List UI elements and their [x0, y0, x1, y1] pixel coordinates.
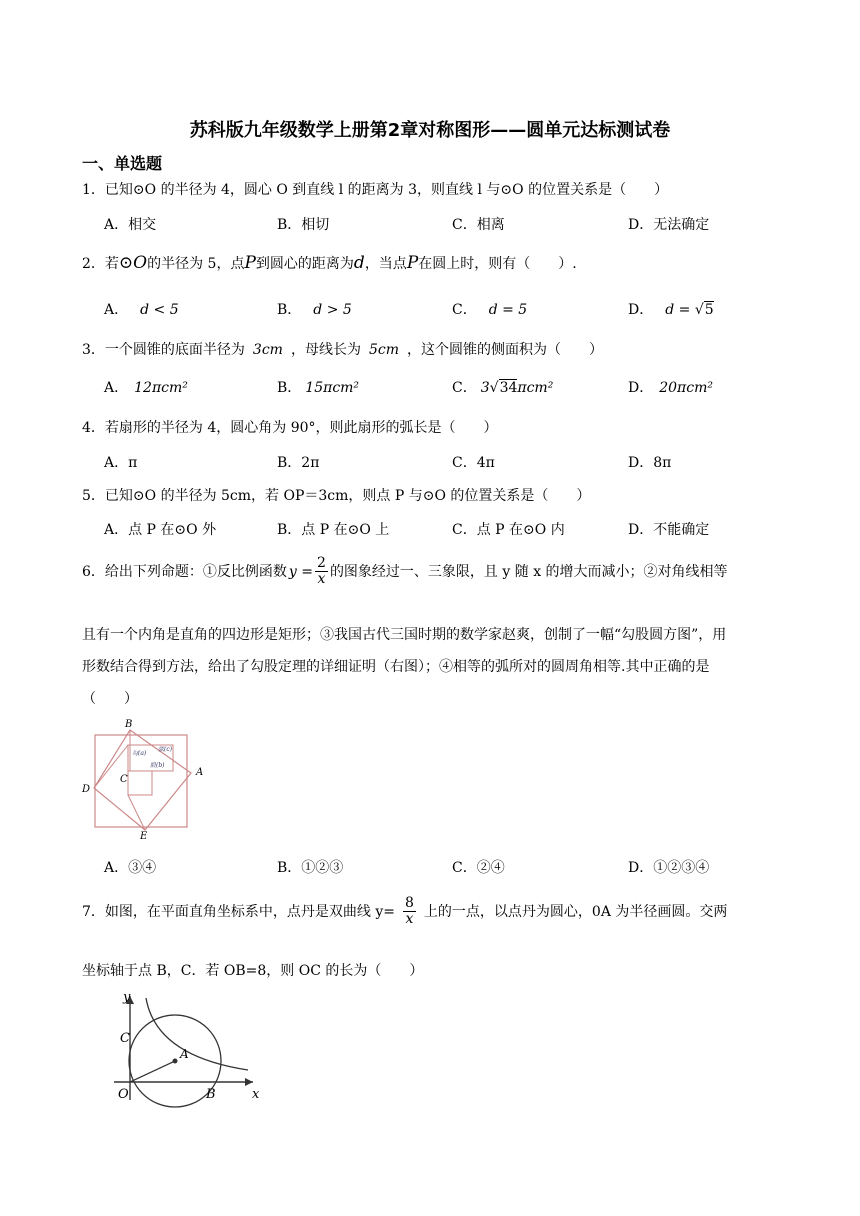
q5-option-c: C．点 P 在⊙O 内	[452, 522, 565, 538]
question-6-line-2: 且有一个内角是直角的四边形是矩形；③我国古代三国时期的数学家赵爽，创制了一幅“勾股圆方图”，用	[82, 627, 727, 643]
question-4-stem: 4．若扇形的半径为 4，圆心角为 90°，则此扇形的弧长是（ ）	[82, 420, 498, 436]
fig6-label-xian: 弦(c)	[158, 746, 173, 753]
q6-option-d: D．①②③④	[628, 860, 710, 876]
hyperbola-circle-figure	[108, 990, 268, 1110]
question-3-stem: 3．一个圆锥的底面半径为 3cm ，母线长为 5cm ，这个圆锥的侧面积为（ ）	[82, 342, 603, 358]
question-2-stem	[82, 253, 577, 273]
fig6-label-b: B	[125, 719, 133, 730]
q2-text-c: 的半径为 5，点	[147, 256, 245, 272]
q5-option-a: A．点 P 在⊙O 外	[104, 522, 217, 538]
q2-text-f: 在圆上时，则有（ ）.	[418, 256, 577, 272]
q6-option-b: B．①②③	[277, 860, 344, 876]
fig7-label-y: y	[123, 990, 131, 1005]
q1-option-a: A．相交	[104, 217, 157, 233]
page-title: 苏科版九年级数学上册第2章对称图形——圆单元达标测试卷	[189, 120, 671, 141]
question-6-line-4: （ ）	[82, 691, 138, 707]
q2-text-a: 2．若	[82, 256, 119, 272]
fig6-label-c: C	[120, 774, 128, 785]
section-heading: 一、单选题	[82, 154, 163, 173]
q2-option-b: B． d > 5	[277, 302, 352, 318]
question-6-line-3: 形数结合得到方法，给出了勾股定理的详细证明（右图）；④相等的弧所对的圆周角相等.其中正确的是	[82, 659, 710, 675]
q3-slant: 5cm	[368, 342, 399, 358]
q4-option-d: D．8π	[628, 455, 672, 471]
q2-point-p2: P	[406, 253, 419, 273]
question-6-line-1: 6．给出下列命题：①反比例函数 y = $\frac{2}{x}$ 的图象经过一、三象限，且 y 随 x 的增大而减小；②对角线相等	[82, 555, 728, 588]
q4-option-a: A．π	[104, 455, 138, 471]
fig7-label-c: C	[120, 1031, 130, 1046]
q3-option-b: B． 15πcm²	[277, 380, 360, 396]
q3-option-c: C． 3√34πcm²	[452, 380, 554, 396]
q5-option-d: D．不能确定	[628, 522, 710, 538]
fig6-label-d: D	[82, 784, 91, 795]
q2-circle-o: ⊙O	[118, 253, 148, 273]
q4-option-b: B．2π	[277, 455, 320, 471]
q2-var-d: d	[353, 253, 365, 273]
fig6-label-e: E	[140, 831, 148, 840]
fig7-label-x: x	[252, 1087, 260, 1102]
q2-option-c: C． d = 5	[452, 302, 528, 318]
fig6-label-a: A	[196, 767, 204, 778]
fig7-label-o: O	[118, 1087, 129, 1102]
question-1-stem: 1．已知⊙O 的半径为 4，圆心 O 到直线 l 的距离为 3，则直线 l 与⊙O 的位置关系是（ ）	[82, 182, 669, 198]
q6-option-c: C．②④	[452, 860, 505, 876]
question-7-line-1: 7．如图，在平面直角坐标系中，点丹是双曲线 y= $\frac{8}{x}$ 上的一点，以点丹为圆心，0A 为半径画圆。交两	[82, 895, 728, 928]
q2-point-p: P	[244, 253, 256, 273]
q5-option-b: B．点 P 在⊙O 上	[277, 522, 390, 538]
q4-option-c: C．4π	[452, 455, 495, 471]
q1-option-b: B．相切	[277, 217, 330, 233]
fig7-label-b: B	[206, 1087, 216, 1102]
q2-text-e: ，当点	[364, 256, 407, 272]
q3-option-d: D． 20πcm²	[628, 380, 713, 396]
fig6-label-gou: 勾(a)	[132, 750, 147, 757]
q1-option-c: C．相离	[452, 217, 505, 233]
q6-option-a: A．③④	[104, 860, 157, 876]
q3-radius: 3cm	[252, 342, 283, 358]
q6-fraction: $\frac{2}{x}$	[317, 555, 326, 588]
fig6-label-gu: 股(b)	[150, 762, 165, 769]
fig7-label-a: A	[180, 1047, 189, 1061]
q3-option-a: A． 12πcm²	[104, 380, 188, 396]
gougu-figure	[78, 715, 208, 840]
question-5-stem: 5．已知⊙O 的半径为 5cm，若 OP＝3cm，则点 P 与⊙O 的位置关系是（ ）	[82, 488, 591, 504]
q2-option-d: D． d = √5	[628, 302, 714, 318]
q1-option-d: D．无法确定	[628, 217, 710, 233]
q2-text-d: 到圆心的距离为	[255, 256, 354, 272]
q2-option-a: A． d < 5	[104, 302, 179, 318]
question-7-line-2: 坐标轴于点 B，C．若 OB=8，则 OC 的长为（ ）	[82, 963, 424, 979]
q7-fraction: $\frac{8}{x}$	[405, 895, 414, 928]
